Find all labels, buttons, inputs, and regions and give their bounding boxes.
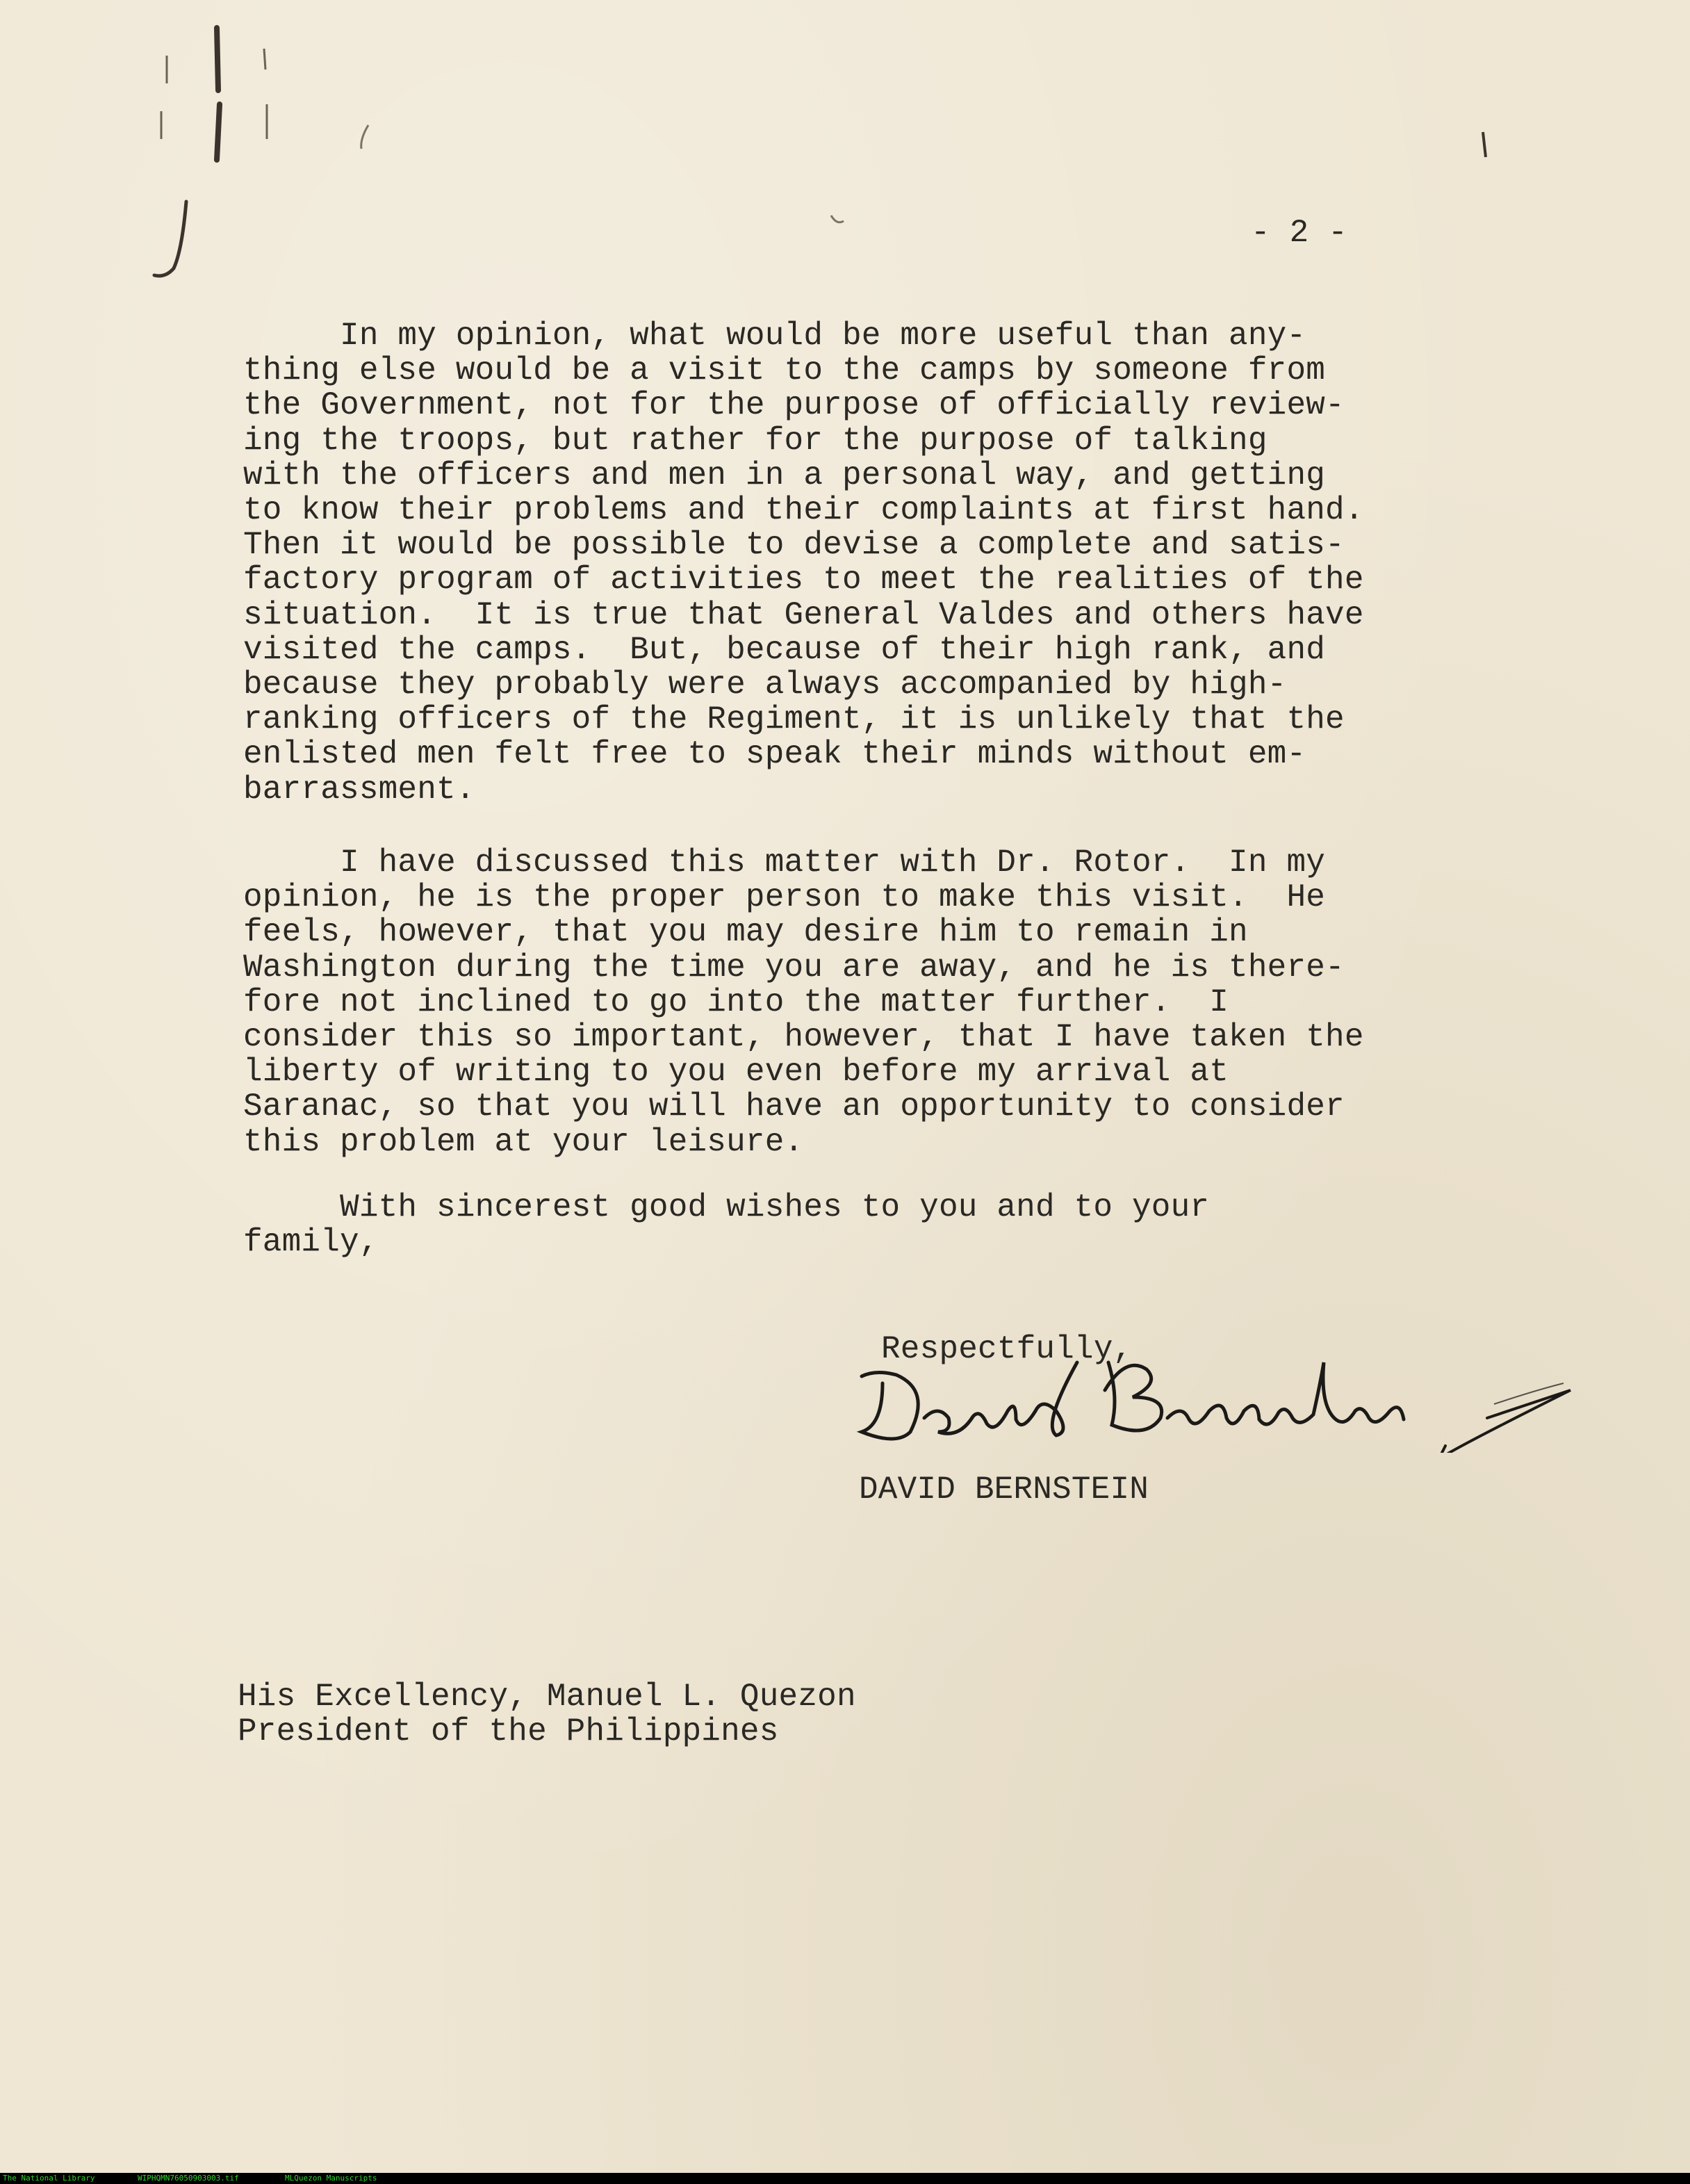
archive-footer xyxy=(0,2173,1690,2184)
body-paragraph-2: I have discussed this matter with Dr. Rotor. In my opinion, he is the proper person to make this visit. He feels, however, that you may desire him to remain in Washington during the time you are away, and he is there- fore not inclined to go into the matter further. I consider this so important, however, that I have taken the liberty of writing to you even before my arrival at Saranac, so that you will have an opportunity to consider this problem at your leisure. xyxy=(243,845,1364,1160)
footer-file-id: WIPHQMN76050903003.tif xyxy=(138,2174,239,2183)
body-paragraph-1: In my opinion, what would be more useful than any- thing else would be a visit to the camps by someone from the Government, not for the purpose of officially review- ing the troops, but rather for the purpose of talking with the officers and men in a personal way, and getting to know their problems and their complaints at first hand. Then it would be possible to devise a complete and satis- factory program of activities to meet the realities of the situation. It is true that General Valdes and others have visited the camps. But, because of their high rank, and because they probably were always accompanied by high- ranking officers of the Regiment, it is unlikely that the enlisted men felt free to speak their minds without em- barrassment. xyxy=(243,318,1364,808)
footer-collection: MLQuezon Manuscripts xyxy=(285,2174,377,2183)
handwritten-signature xyxy=(834,1342,1584,1453)
addressee-block: His Excellency, Manuel L. Quezon President of the Philippines xyxy=(238,1679,856,1750)
signer-name: DAVID BERNSTEIN xyxy=(859,1472,1149,1508)
body-paragraph-3: With sincerest good wishes to you and to your family, xyxy=(243,1189,1210,1261)
footer-source: The National Library xyxy=(3,2174,95,2183)
page-number: - 2 - xyxy=(1251,215,1348,251)
closing-salutation: Respectfully, xyxy=(881,1331,1133,1367)
